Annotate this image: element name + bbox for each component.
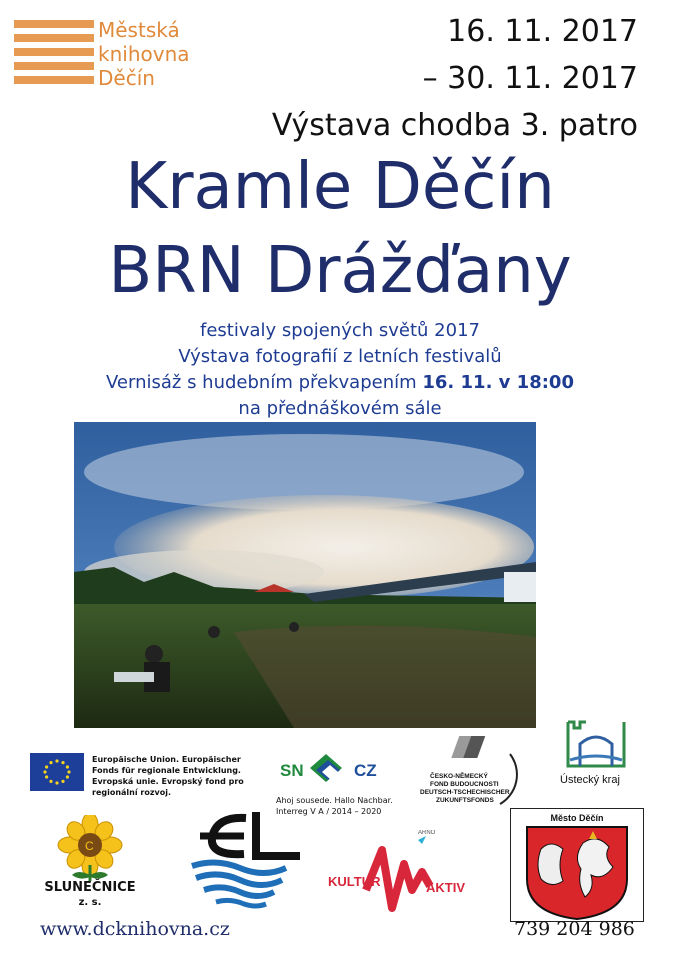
eu-fund-text: Europäische Union. Europäischer Fonds für regionale Entwicklung. Evropská unie. Evropský fond pro regionální rozvoj. <box>92 755 244 797</box>
library-logo <box>14 20 214 94</box>
title-line-2: BRN Drážďany <box>108 234 572 308</box>
vernissage-text: Vernisáž s hudebním překvapením <box>106 372 423 393</box>
library-name <box>98 18 190 90</box>
fund-line: DEUTSCH-TSCHECHISCHER <box>420 789 510 796</box>
slunecnice-sub: z. s. <box>78 897 102 908</box>
future-fund-logo <box>400 734 520 810</box>
festival-name: festivaly spojených světů 2017 <box>200 320 480 341</box>
library-name-line: Městská <box>98 18 180 42</box>
kultur-small-text: ARNO <box>418 830 436 836</box>
phone-number: 739 204 986 <box>514 918 635 940</box>
slunecnice-name: SLUNEČNICE <box>44 880 136 895</box>
kultur-right-text: AKTIV <box>426 880 465 895</box>
library-logo-bars <box>14 20 94 90</box>
slunecnice-label <box>40 880 140 910</box>
vernissage-time: 16. 11. v 18:00 <box>422 372 574 393</box>
fund-line: FOND BUDOUCNOSTI <box>430 781 499 788</box>
library-name-line: knihovna <box>98 42 190 66</box>
sncz-caption: Ahoj sousede. Hallo Nachbar. Interreg V A / 2014 – 2020 <box>276 796 393 816</box>
library-website-link[interactable]: www.dcknihovna.cz <box>40 918 230 940</box>
city-label: Město Děčín <box>550 813 604 823</box>
ustecky-kraj-label: Ústecký kraj <box>560 774 620 786</box>
kulturaktiv-logo <box>326 830 476 920</box>
fund-line: ČESKO-NĚMECKÝ <box>430 773 488 780</box>
venue: na přednáškovém sále <box>238 398 442 419</box>
date-from: 16. 11. 2017 <box>447 14 638 49</box>
exhibition-desc: Výstava fotografií z letních festivalů <box>178 346 502 367</box>
library-name-line: Děčín <box>98 66 155 90</box>
event-description <box>0 318 680 422</box>
decin-coat-of-arms <box>510 808 644 922</box>
exhibition-place: Výstava chodba 3. patro <box>271 108 638 143</box>
sncz-right-text: CZ <box>354 761 377 780</box>
svg-text:C: C <box>85 839 94 853</box>
sncz-left-text: SN <box>280 761 304 780</box>
eu-flag-icon <box>30 753 84 791</box>
date-to: – 30. 11. 2017 <box>422 61 638 96</box>
kultur-left-text: KULTUR <box>328 874 381 889</box>
el-wave-logo <box>186 808 306 914</box>
title-line-1: Kramle Děčín <box>125 150 555 224</box>
exhibition-dates <box>272 8 638 149</box>
festival-photo <box>74 422 536 728</box>
vernissage-line <box>0 370 680 396</box>
fund-line: ZUKUNFTSFONDS <box>436 797 494 804</box>
